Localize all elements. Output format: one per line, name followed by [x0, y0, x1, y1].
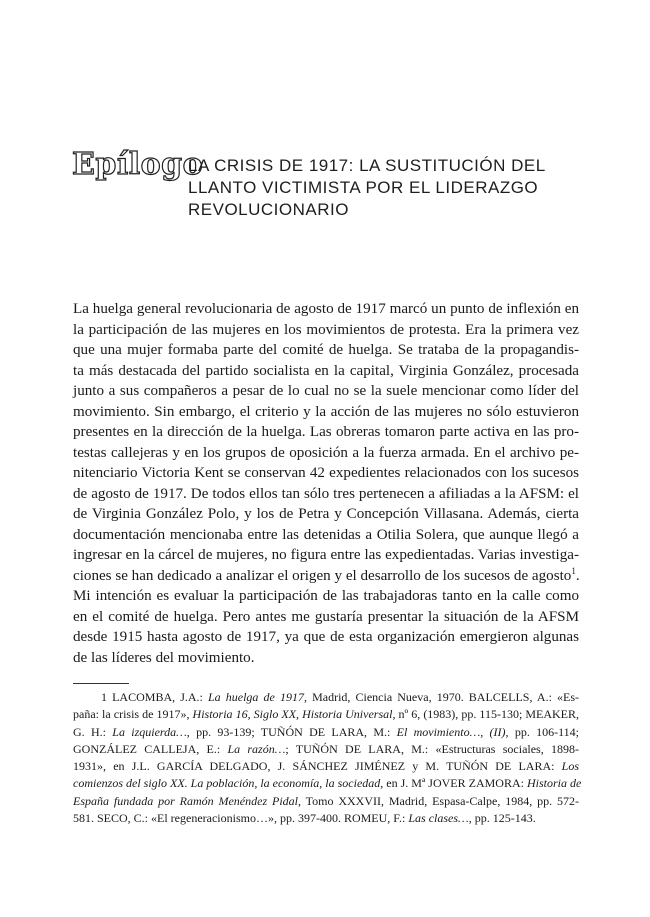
- chapter-title-line: REVOLUCIONARIO: [188, 200, 349, 219]
- paragraph-line: presentes en la dirección de la huelga. Las obreras tomaron parte activa en las pro-: [73, 424, 579, 440]
- footnote-text: 1 LACOMBA, J.A.:: [101, 690, 208, 704]
- chapter-title: [188, 155, 608, 221]
- footnote-italic-text: La izquierda…: [112, 724, 187, 739]
- footnote-italic-text: Historia 16, Siglo XX, Historia Universal: [192, 707, 393, 722]
- footnote-reference-punctuation: .: [575, 567, 580, 584]
- footnote-line: [73, 758, 579, 775]
- footnote-text: ; TUÑÓN DE LARA, M.: «Estructuras sociales, 1898-: [285, 741, 579, 756]
- paragraph-line: Mi intención es evaluar la participación de las trabajadoras tanto en la calle como: [73, 588, 579, 604]
- footnote-italic-text: La razón…: [227, 741, 286, 756]
- paragraph-line: de las líderes del movimiento.: [73, 649, 255, 666]
- paragraph-line: de Virginia González Polo, y los de Petra y Concepción Villasana. Además, cierta: [73, 506, 579, 522]
- footnote-text: , Madrid, Ciencia Nueva, 1970. BALCELLS, A.: «Es-: [303, 690, 580, 704]
- footnote-divider: [73, 683, 129, 684]
- footnote-text: , Tomo XXXVII, Madrid, Espasa-Calpe, 1984, pp. 572-: [298, 793, 579, 808]
- footnote-italic-text: España fundada por Ramón Menéndez Pidal: [73, 793, 298, 808]
- chapter-title-line: LLANTO VICTIMISTA POR EL LIDERAZGO: [188, 178, 539, 197]
- footnote-line: [73, 775, 582, 792]
- footnote-italic-text: Historia de: [526, 776, 582, 791]
- paragraph-line: nitenciario Victoria Kent se conservan 42 expedientes relacionados con los sucesos: [73, 465, 579, 481]
- footnote-text: , en J. Mª JOVER ZAMORA:: [380, 776, 527, 791]
- footnote-text: , pp. 125-143.: [468, 811, 536, 826]
- paragraph-line: desde 1915 hasta agosto de 1917, ya que de esta organización emergieron algunas: [73, 629, 579, 645]
- footnote-italic-text: La huelga de 1917: [208, 690, 304, 704]
- section-label: Epílogo: [72, 147, 204, 182]
- footnote-line: [73, 810, 579, 827]
- footnote-line: [73, 724, 579, 741]
- paragraph-line: ta más destacada del partido socialista en la capital, Virginia González, procesada: [73, 362, 579, 379]
- footnote-italic-text: comienzos del siglo XX. La población, la economía, la sociedad: [73, 776, 381, 791]
- footnote-italic-text: Los: [561, 759, 579, 774]
- paragraph-line: La huelga general revolucionaria de agosto de 1917 marcó un punto de inflexión en: [73, 301, 579, 317]
- footnote-text: , nº 6, (1983), pp. 115-130; MEAKER,: [392, 707, 579, 722]
- footnote-italic-text: Las clases…: [408, 811, 469, 826]
- footnote-reference[interactable]: 1: [571, 565, 576, 576]
- footnote-line: [73, 689, 579, 706]
- paragraph-line: [73, 566, 579, 587]
- footnote-italic-text: El movimiento…, (II),: [396, 724, 509, 739]
- paragraph-line: testas callejeras y en los grupos de oposición a la fuerza armada. En el archivo pe-: [73, 444, 579, 461]
- body-paragraph: [73, 299, 579, 668]
- footnote-text: paña: la crisis de 1917»,: [73, 707, 193, 722]
- paragraph-line: junto a sus compañeros a pesar de lo cual no se la suele mencionar como líder del: [73, 383, 579, 399]
- paragraph-line: que una mujer formaba parte del comité de huelga. Se trataba de la propagandis-: [73, 342, 579, 358]
- paragraph-line-text: ciones se han dedicado a analizar el origen y el desarrollo de los sucesos de agosto: [73, 567, 572, 584]
- footnote-text: pp. 106-114;: [508, 724, 580, 739]
- footnote-line: [73, 793, 579, 810]
- paragraph-line: de agosto de 1917. De todos ellos tan sólo tres pertenecen a afiliadas a la AFSM: el: [73, 485, 579, 502]
- footnote-text: GONZÁLEZ CALLEJA, E.:: [73, 741, 228, 756]
- chapter-title-line: LA CRISIS DE 1917: LA SUSTITUCIÓN DEL: [188, 156, 546, 175]
- footnote-text: G. H.:: [73, 724, 113, 739]
- paragraph-line: ingresar en la cárcel de mujeres, no figura entre las expedientadas. Varias investiga-: [73, 547, 579, 563]
- paragraph-line: documentación mencionaba entre las detenidas a Otilia Solera, que aunque llegó a: [73, 526, 579, 543]
- paragraph-line: la participación de las mujeres en los movimientos de protesta. Era la primera vez: [73, 321, 579, 338]
- paragraph-line: movimiento. Sin embargo, el criterio y la acción de las mujeres no sólo estuvieron: [73, 403, 579, 420]
- paragraph-line: en el comité de huelga. Pero antes me gustaría presentar la situación de la AFSM: [73, 608, 579, 625]
- footnote-text: 1931», en J.L. GARCÍA DELGADO, J. SÁNCHEZ JIMÉNEZ y M. TUÑÓN DE LARA:: [73, 759, 562, 774]
- footnote: [73, 689, 582, 827]
- footnote-text: , pp. 93-139; TUÑÓN DE LARA, M.:: [186, 724, 397, 739]
- footnote-line: [73, 741, 579, 758]
- footnote-text: 581. SECO, C.: «El regeneracionismo…», pp. 397-400. ROMEU, F.:: [73, 811, 409, 826]
- footnote-line: [73, 706, 579, 723]
